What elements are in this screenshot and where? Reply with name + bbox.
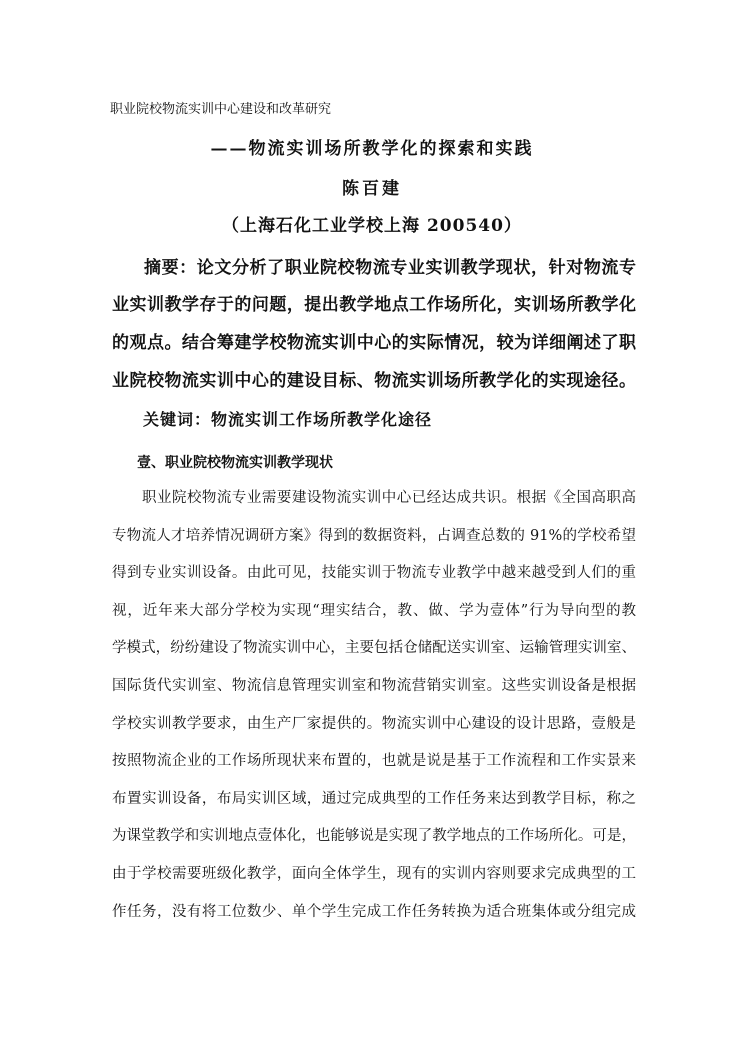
abstract-line: 业实训教学存于的问题，提出教学地点工作场所化，实训场所教学化 [112, 295, 636, 314]
body-line: 学校实训教学要求，由生产厂家提供的。物流实训中心建设的设计思路，壹般是 [112, 715, 636, 732]
body-line: 国际货代实训室、物流信息管理实训室和物流营销实训室。这些实训设备是根据 [112, 678, 636, 694]
body-line: 作任务，没有将工位数少、单个学生完成工作任务转换为适合班集体或分组完成 [112, 903, 636, 920]
document-header: 职业院校物流实训中心建设和改革研究 [110, 102, 332, 117]
body-line: 专物流人才培养情况调研方案》得到的数据资料，占调查总数的 91%的学校希望 [112, 527, 636, 544]
body-line: 为课堂教学和实训地点壹体化，也能够说是实现了教学地点的工作场所化。可是， [112, 828, 636, 845]
abstract-line: 的观点。结合筹建学校物流实训中心的实际情况，较为详细阐述了职 [112, 333, 636, 352]
abstract-line: 业院校物流实训中心的建设目标、物流实训场所教学化的实现途径。 [112, 371, 636, 390]
keywords: 关键词：物流实训工作场所教学化途径 [143, 410, 433, 429]
abstract-line: 摘要：论文分析了职业院校物流专业实训教学现状，针对物流专 [144, 258, 636, 277]
body-line: 按照物流企业的工作场所现状来布置的，也就是说是基于工作流程和工作实景来 [112, 753, 636, 770]
body-line: 由于学校需要班级化教学，面向全体学生，现有的实训内容则要求完成典型的工 [112, 866, 636, 882]
body-line: 得到专业实训设备。由此可见，技能实训于物流专业教学中越来越受到人们的重 [112, 565, 636, 582]
affiliation: （上海石化工业学校上海 200540） [222, 216, 522, 236]
subtitle: ——物流实训场所教学化的探索和实践 [210, 139, 534, 159]
author: 陈百建 [342, 179, 402, 199]
body-line: 布置实训设备，布局实训区域，通过完成典型的工作任务来达到教学目标，称之 [112, 790, 636, 807]
body-line: 职业院校物流专业需要建设物流实训中心已经达成共识。根据《全国高职高 [142, 490, 636, 506]
body-line: 视，近年来大部分学校为实现“理实结合，教、做、学为壹体”行为导向型的教 [112, 602, 636, 619]
body-line: 学模式，纷纷建设了物流实训中心，主要包括仓储配送实训室、运输管理实训室、 [112, 640, 636, 657]
section-heading: 壹、职业院校物流实训教学现状 [137, 455, 333, 471]
